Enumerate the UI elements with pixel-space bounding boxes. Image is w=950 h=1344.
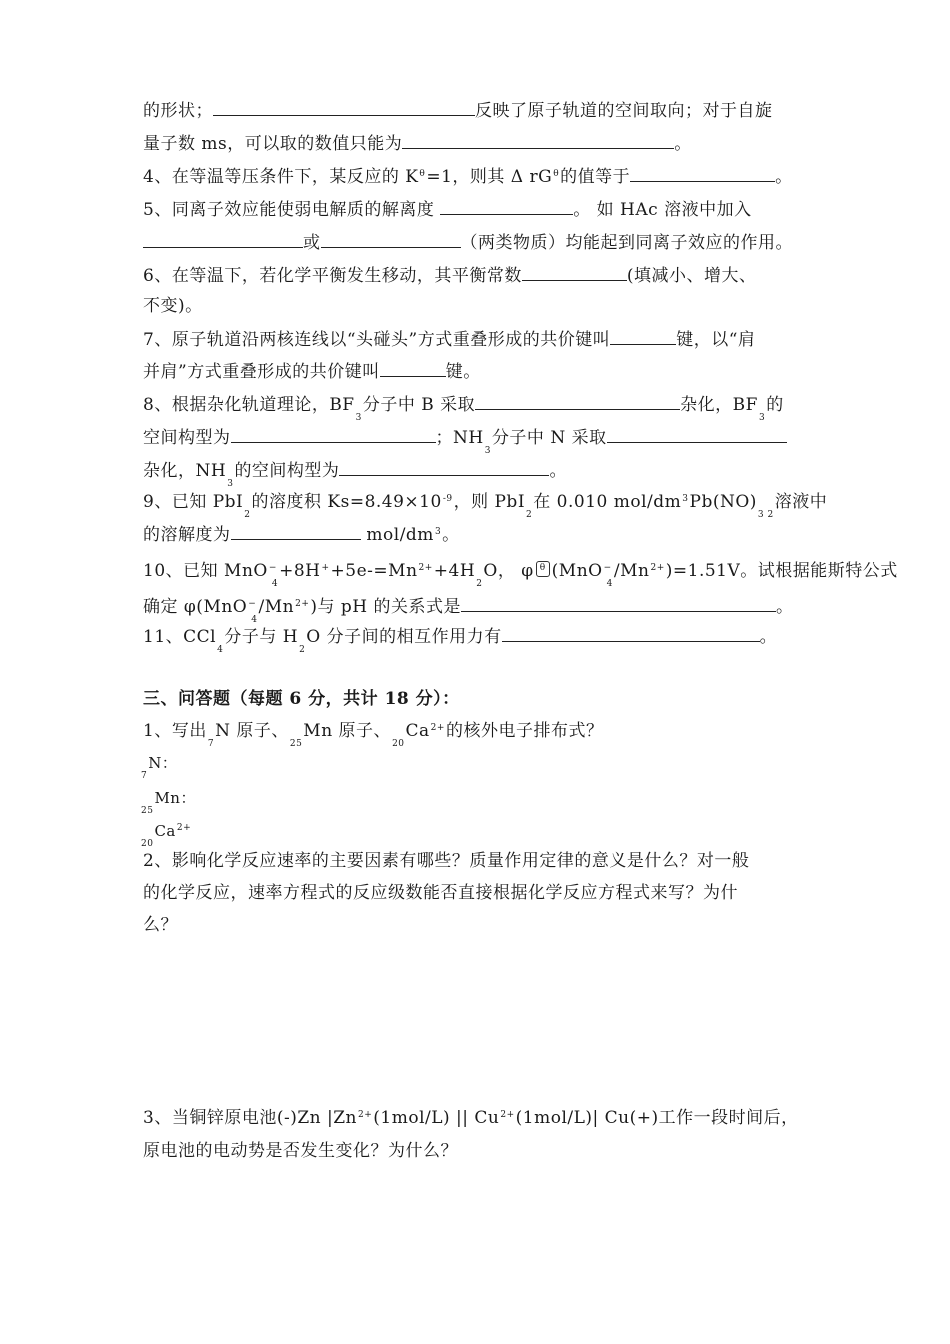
text: 。 bbox=[442, 525, 460, 545]
text: 或 bbox=[303, 233, 321, 253]
superscript: 2+ bbox=[357, 1110, 373, 1120]
subscript: 4 bbox=[251, 615, 258, 625]
q9-line1 bbox=[143, 491, 828, 520]
subscript: 25 bbox=[289, 739, 303, 749]
text: 反映了原子轨道的空间取向；对于自旋 bbox=[475, 101, 773, 121]
text: /Mn bbox=[613, 561, 650, 581]
subscript: 20 bbox=[141, 839, 154, 849]
text: 空间构型为 bbox=[143, 428, 231, 448]
superscript: θ bbox=[419, 169, 426, 179]
answer-blank[interactable] bbox=[440, 198, 573, 215]
q5-line1 bbox=[143, 198, 752, 221]
text: 溶液中 bbox=[774, 492, 828, 512]
text: Mn 原子、 bbox=[303, 721, 392, 741]
superscript: 2+ bbox=[418, 563, 433, 573]
answer-blank[interactable] bbox=[475, 393, 680, 410]
section3-heading bbox=[143, 688, 460, 710]
q6-line1 bbox=[143, 264, 756, 287]
text: N： bbox=[148, 754, 178, 772]
text: 10、已知 MnO bbox=[143, 561, 268, 581]
superscript: 2+ bbox=[430, 723, 445, 733]
text: 的核外电子排布式？ bbox=[445, 721, 604, 741]
text: +4H bbox=[433, 561, 476, 581]
text: Ca bbox=[154, 822, 176, 840]
text: (1mol/L)| Cu(+)工作一段时间后， bbox=[515, 1108, 799, 1128]
text: 。 bbox=[674, 134, 692, 154]
text: 的溶度积 Ks=8.49×10 bbox=[251, 492, 442, 512]
text: 。 如 HAc 溶液中加入 bbox=[573, 200, 752, 220]
subscript: 3 2 bbox=[757, 510, 774, 520]
answer-blank[interactable] bbox=[522, 264, 627, 281]
answer-mn bbox=[141, 787, 196, 816]
text: Mn： bbox=[154, 789, 196, 807]
subscript: 3 bbox=[355, 413, 362, 423]
text: N 原子、 bbox=[215, 721, 289, 741]
text: 确定 φ(MnO bbox=[143, 597, 248, 617]
subscript: 2 bbox=[476, 579, 483, 589]
subscript: 2 bbox=[244, 510, 251, 520]
text: 的 bbox=[766, 395, 784, 415]
s3-q3-line2 bbox=[143, 1140, 458, 1162]
text: +5e-=Mn bbox=[330, 561, 418, 581]
text: O， φ bbox=[483, 561, 534, 581]
q10-line1 bbox=[143, 560, 898, 589]
subscript: 2 bbox=[526, 510, 533, 520]
subscript: 4 bbox=[606, 579, 613, 589]
text: 6、在等温下，若化学平衡发生移动，其平衡常数 bbox=[143, 266, 522, 286]
subscript: 4 bbox=[271, 579, 279, 589]
q10-line2 bbox=[143, 595, 794, 625]
text: =1，则其 Δ rG bbox=[426, 167, 553, 187]
text: Pb(NO bbox=[689, 492, 750, 512]
answer-blank[interactable] bbox=[339, 459, 549, 476]
text: 分子与 H bbox=[224, 627, 299, 647]
q4-line bbox=[143, 165, 793, 191]
answer-blank[interactable] bbox=[321, 231, 461, 248]
superscript: 2+ bbox=[650, 563, 665, 573]
q7-line2 bbox=[143, 360, 481, 383]
subscript: 3 bbox=[484, 446, 491, 456]
text: 键，以“肩 bbox=[676, 330, 756, 350]
subscript: 4 bbox=[217, 645, 224, 655]
q9-line2 bbox=[143, 523, 460, 549]
text: 不变)。 bbox=[143, 296, 203, 316]
text: (MnO bbox=[551, 561, 603, 581]
q3-cont-line1 bbox=[143, 99, 773, 122]
text: （两类物质）均能起到同离子效应的作用。 bbox=[460, 233, 793, 253]
answer-blank[interactable] bbox=[502, 625, 760, 642]
text: ) bbox=[749, 492, 757, 512]
text: 三、问答题（每题 6 分，共计 18 分）： bbox=[143, 689, 460, 709]
text: 的空间构型为 bbox=[234, 461, 340, 481]
text: /Mn bbox=[258, 597, 295, 617]
text: 分子中 B 采取 bbox=[362, 395, 476, 415]
text: mol/dm bbox=[366, 525, 434, 545]
text: 。 bbox=[549, 461, 567, 481]
superscript: θ bbox=[553, 169, 560, 179]
text: 。 bbox=[776, 597, 794, 617]
q8-line1 bbox=[143, 393, 784, 423]
text: ，则 PbI bbox=[453, 492, 526, 512]
text: 4、在等温等压条件下，某反应的 K bbox=[143, 167, 419, 187]
answer-blank[interactable] bbox=[213, 99, 475, 116]
text: 7、原子轨道沿两核连线以“头碰头”方式重叠形成的共价键叫 bbox=[143, 330, 611, 350]
superscript: 3 bbox=[434, 527, 442, 537]
superscript: − bbox=[603, 563, 612, 573]
s3-q1-line bbox=[143, 720, 604, 749]
text: ；NH bbox=[435, 428, 484, 448]
superscript: 2+ bbox=[500, 1110, 515, 1120]
s3-q2-line3 bbox=[143, 914, 178, 936]
text: 杂化，BF bbox=[680, 395, 758, 415]
text: 杂化，NH bbox=[143, 461, 227, 481]
subscript: 7 bbox=[207, 739, 215, 749]
text: 。 bbox=[759, 627, 778, 647]
standard-state-icon: θ bbox=[536, 561, 550, 577]
text: 么？ bbox=[143, 915, 178, 935]
superscript: − bbox=[248, 599, 257, 609]
q7-line1 bbox=[143, 328, 755, 351]
subscript: 2 bbox=[299, 645, 306, 655]
q3-cont-line2 bbox=[143, 132, 692, 155]
superscript: − bbox=[268, 563, 277, 573]
text: 的值等于 bbox=[560, 167, 631, 187]
text: Ca bbox=[405, 721, 430, 741]
text: 原电池的电动势是否发生变化？为什么？ bbox=[143, 1141, 458, 1161]
subscript: 3 bbox=[227, 479, 234, 489]
subscript: 3 bbox=[758, 413, 766, 423]
text: 分子中 N 采取 bbox=[491, 428, 607, 448]
q6-line2 bbox=[143, 295, 203, 317]
answer-blank[interactable] bbox=[402, 132, 674, 149]
text: )=1.51V。试根据能斯特公式 bbox=[665, 561, 898, 581]
s3-q3-line1 bbox=[143, 1107, 799, 1132]
text: 的溶解度为 bbox=[143, 525, 231, 545]
superscript: + bbox=[321, 563, 330, 573]
answer-ca bbox=[141, 820, 192, 849]
q8-line3 bbox=[143, 459, 567, 489]
q5-line2 bbox=[143, 231, 793, 254]
text: 键。 bbox=[445, 362, 481, 382]
text: )与 pH 的关系式是 bbox=[310, 597, 462, 617]
superscript: -9 bbox=[442, 494, 453, 504]
answer-blank[interactable] bbox=[380, 360, 446, 377]
subscript: 25 bbox=[141, 806, 154, 816]
s3-q2-line2 bbox=[143, 882, 738, 904]
text: 的化学反应，速率方程式的反应级数能否直接根据化学反应方程式来写？为什 bbox=[143, 883, 738, 903]
answer-blank[interactable] bbox=[630, 165, 775, 182]
text: 1、写出 bbox=[143, 721, 207, 741]
text: +8H bbox=[279, 561, 321, 581]
q11-line bbox=[143, 625, 778, 655]
q8-line2 bbox=[143, 426, 787, 456]
superscript: 2+ bbox=[176, 823, 192, 833]
superscript: 3 bbox=[682, 494, 689, 504]
text: 并肩”方式重叠形成的共价键叫 bbox=[143, 362, 380, 382]
text: 9、已知 PbI bbox=[143, 492, 244, 512]
text: (1mol/L) || Cu bbox=[373, 1108, 500, 1128]
text: 的形状； bbox=[143, 101, 213, 121]
subscript: 20 bbox=[392, 739, 405, 749]
answer-blank[interactable] bbox=[231, 523, 361, 540]
text: 5、同离子效应能使弱电解质的解离度 bbox=[143, 200, 435, 220]
text: 。 bbox=[775, 167, 793, 187]
answer-blank[interactable] bbox=[461, 595, 776, 612]
superscript: 2+ bbox=[295, 599, 310, 609]
text: 量子数 ms，可以取的数值只能为 bbox=[143, 134, 403, 154]
answer-n bbox=[141, 752, 178, 781]
text: 2、影响化学反应速率的主要因素有哪些？质量作用定律的意义是什么？对一般 bbox=[143, 851, 750, 871]
text: 8、根据杂化轨道理论，BF bbox=[143, 395, 355, 415]
subscript: 7 bbox=[141, 771, 148, 781]
text: 3、当铜锌原电池(-)Zn |Zn bbox=[143, 1108, 357, 1128]
answer-blank[interactable] bbox=[143, 231, 303, 248]
text: (填减小、增大、 bbox=[626, 266, 757, 286]
s3-q2-line1 bbox=[143, 850, 749, 872]
answer-blank[interactable] bbox=[231, 426, 436, 443]
text: 11、CCl bbox=[143, 627, 217, 647]
answer-blank[interactable] bbox=[607, 426, 787, 443]
text: O 分子间的相互作用力有 bbox=[306, 627, 502, 647]
text: 在 0.010 mol/dm bbox=[533, 492, 682, 512]
answer-blank[interactable] bbox=[610, 328, 676, 345]
